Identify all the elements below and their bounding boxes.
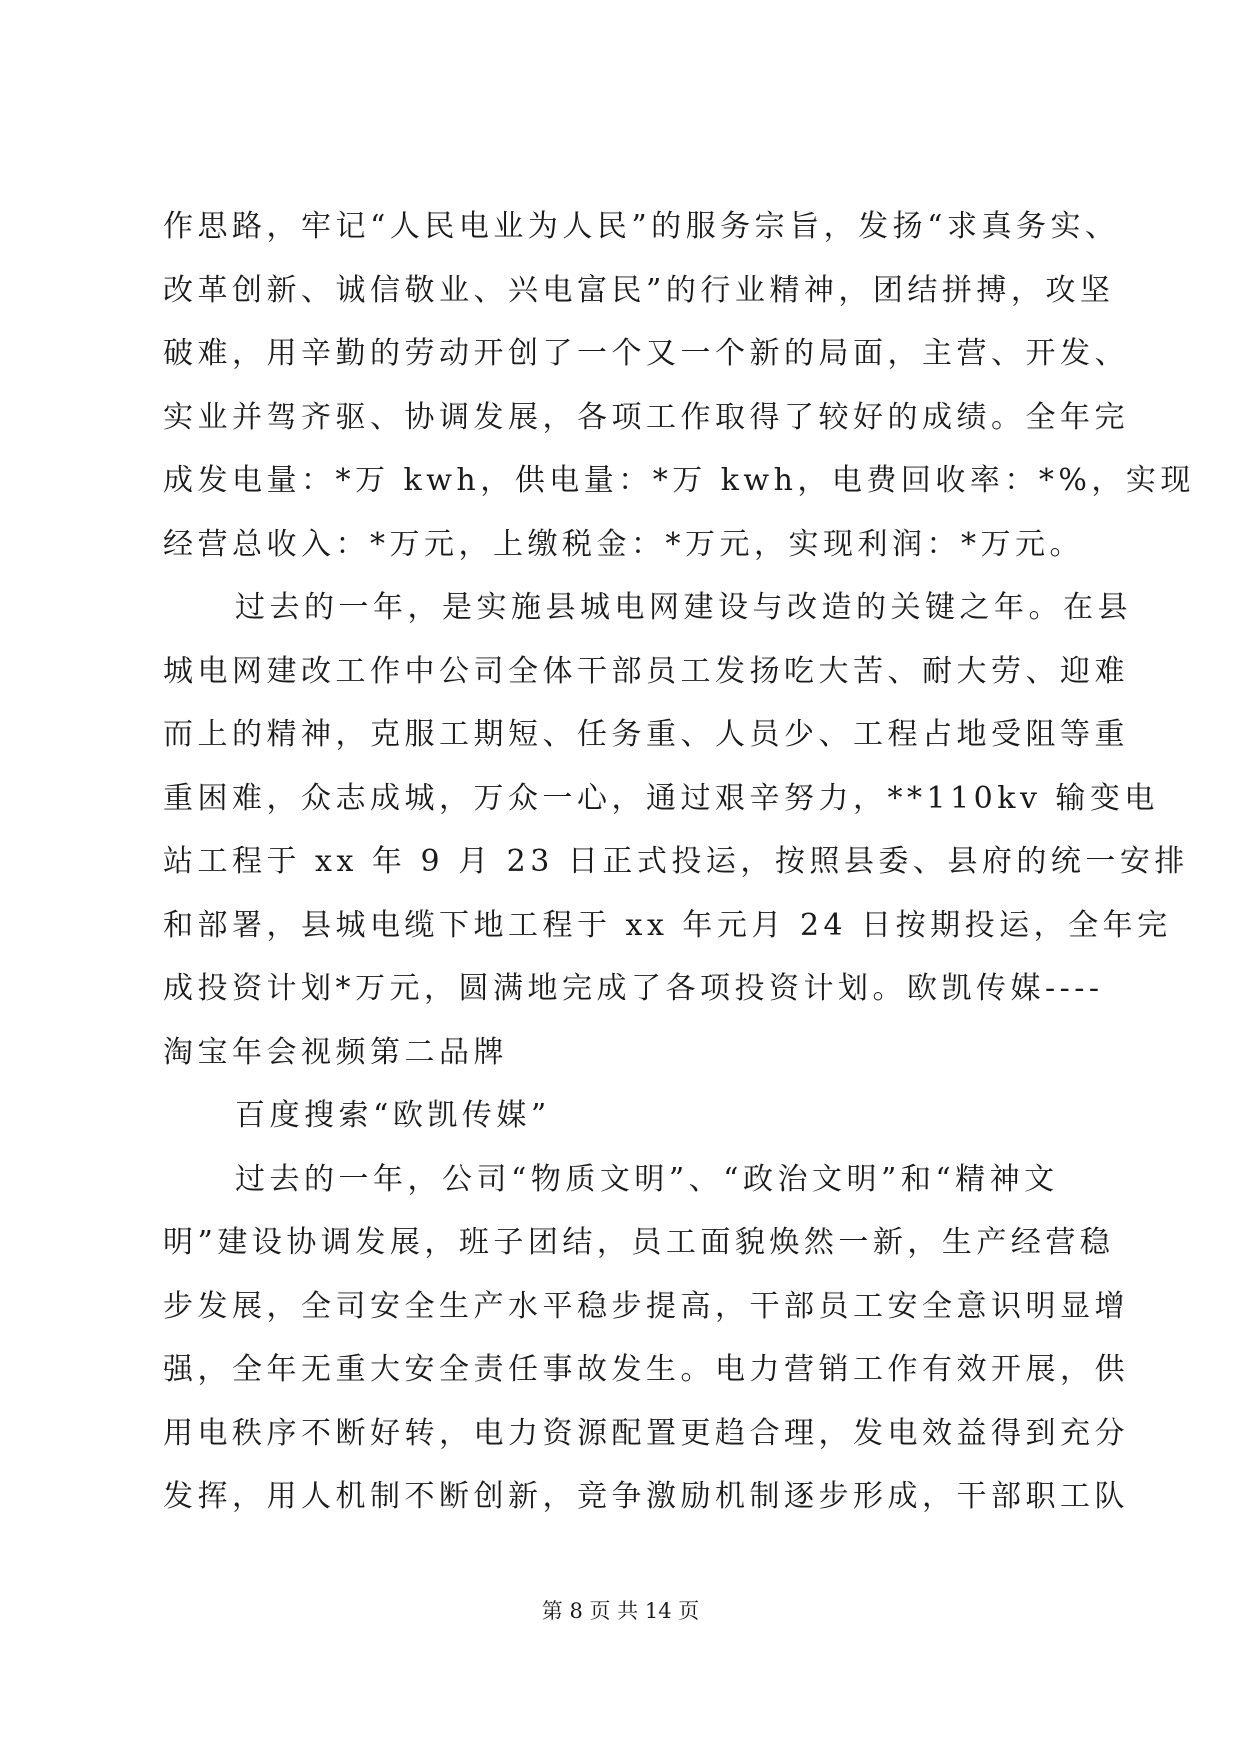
page-number-footer: 第 8 页 共 14 页 [541,1599,700,1623]
text-line: 成投资计划*万元，圆满地完成了各项投资计划。欧凯传媒---- [163,971,1104,1006]
text-line: 和部署，县城电缆下地工程于 xx 年元月 24 日按期投运，全年完 [163,907,1172,943]
text-line: 成发电量：*万 kwh，供电量：*万 kwh，电费回收率：*%，实现 [163,463,1195,498]
text-line: 重困难，众志成城，万众一心，通过艰辛努力，**110kv 输变电 [163,780,1159,816]
text-line: 强，全年无重大安全责任事故发生。电力营销工作有效开展，供 [163,1352,1129,1387]
text-line: 发挥，用人机制不断创新，竞争激励机制逐步形成，干部职工队 [163,1479,1129,1514]
text-line: 过去的一年，是实施县城电网建设与改造的关键之年。在县 [235,590,1132,625]
text-line: 淘宝年会视频第二品牌 [163,1034,508,1070]
text-line: 过去的一年，公司“物质文明”、“政治文明”和“精神文 [235,1161,1059,1197]
text-line: 经营总收入：*万元，上缴税金：*万元，实现利润：*万元。 [163,526,1084,562]
text-line: 作思路，牢记“人民电业为人民”的服务宗旨，发扬“求真务实、 [163,209,1120,244]
text-line: 明”建设协调发展，班子团结，员工面貌焕然一新，生产经营稳 [163,1225,1115,1260]
text-line: 城电网建改工作中公司全体干部员工发扬吃大苦、耐大劳、迎难 [163,653,1129,689]
text-line: 而上的精神，克服工期短、任务重、人员少、工程占地受阻等重 [163,717,1129,752]
text-line: 步发展，全司安全生产水平稳步提高，干部员工安全意识明显增 [163,1288,1129,1324]
text-line: 用电秩序不断好转，电力资源配置更趋合理，发电效益得到充分 [163,1415,1129,1451]
text-line: 实业并驾齐驱、协调发展，各项工作取得了较好的成绩。全年完 [163,399,1129,435]
document-body [163,195,1195,1529]
text-line: 改革创新、诚信敬业、兴电富民”的行业精神，团结拼搏，攻坚 [163,272,1115,308]
text-line: 百度搜索“欧凯传媒” [235,1098,551,1133]
text-line: 站工程于 xx 年 9 月 23 日正式投运，按照县委、县府的统一安排 [163,844,1189,879]
text-line: 破难，用辛勤的劳动开创了一个又一个新的局面，主营、开发、 [163,336,1129,371]
